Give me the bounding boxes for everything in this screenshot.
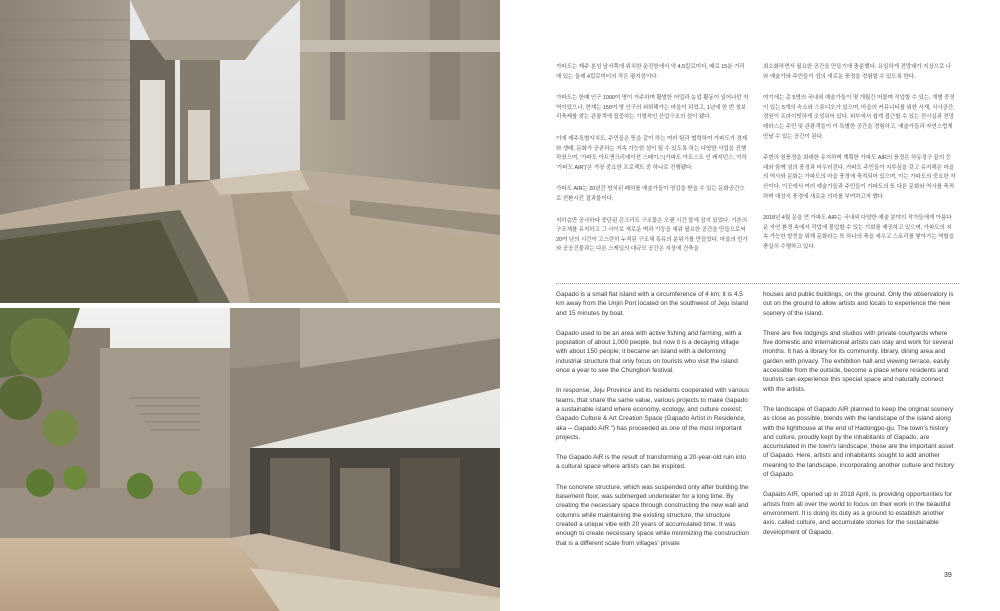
korean-paragraph: 2018년 4월 문을 연 가파도 AIR는 국내외 다양한 예술 분야의 작가들에게 아름다운 자연 환경 속에서 작업에 몰입할 수 있는 기회를 제공하고 있으며, 가파도의 지속 가능한 발전을 위해 문화라는 또 하나의 축을 세우고 스토리를 쌓아가는 역할을 충실히 수행하고 있다. <box>763 215 955 250</box>
korean-text-right-column <box>763 63 956 265</box>
korean-paragraph: 지하층만 공사하다 중단된 콘크리트 구조물은 오랜 시간 물에 잠겨 있었다. 기존의 구조체를 유지하고 그 사이로 새로운 벽과 기둥을 세워 필요한 공간을 만들으로써 20여 년의 시간이 고스란히 누적된 구조체 특유의 분위기를 만들었다. 마을의 민가와 공공건물과는 다른 스케일의 대규모 공간은 지상에 건축을 <box>556 217 748 253</box>
english-paragraph: In response, Jeju Province and its residents cooperated with various teams, that share the same value, various projects to make Gapado a sustainable island where economy, ecology, and culture coexist; Gapado Culture & Art Creation Space (Gapado Artist in Residence, aka ˵˵ Gapado AIR ˮ) has proceeded as one of the most important projects. <box>556 387 749 441</box>
english-paragraph: Gapado AIR, opened up in 2018 April, is providing opportunities for artists from all over the world to focus on their work in the beautiful environment. It is doing its duty as a ground to establish another axis, called culture, and accumulate stories for the sustainable development of Gapado. <box>763 491 953 536</box>
korean-paragraph: 여기에는 총 5명의 국내외 예술가들이 몇 개월간 머물며 작업할 수 있는, 개별 중정이 있는 5개의 숙소와 스튜디오가 있으며, 마을의 커뮤니티를 위한 서재, 식사공간, 정원이 프라이빗하게 조성되어 있다. 외부에서 쉽게 접근할 수 있는 전시실과 전망 테라스는 주민 및 관광객들이 이 특별한 공간을 경험하고, 예술가들과 자연스럽게 만날 수 있는 공간이 된다. <box>763 95 955 140</box>
courtyard-photo-bottom <box>0 308 500 611</box>
english-paragraph: The concrete structure, which was suspended only after building the basement floor, was submerged underwater for a long time. By creating the necessary space through constructing the new wall and columns while maintaining the existing structure, the structure created a unique vibe with 20 years of accumulated time. It was enough to create necessary space while minimizing the construction that is a different scale from villages' private <box>556 483 749 547</box>
korean-paragraph: 이에 제주특별자치도, 주민들은 뜻을 같이 하는 여러 팀과 협력하여 가파도가 경제와 생태, 문화가 공존하는 지속 가능한 섬이 될 수 있도록 하는 다양한 사업을 진행하였으며, '가파도 아트앤크리에이션 스페이스(가파도 아트스트 인 레지던스, 이하 '가파도 AIR')'은 가장 중요한 프로젝트 중 하나로 진행됐다. <box>556 135 748 171</box>
korean-paragraph: 가파도는 제주 본섬 남서쪽에 위치한 운진항에서 약 4.5킬로미터, 배로 15분 거리에 있는 둘레 4킬로미터의 작은 평지섬이다. <box>556 64 745 80</box>
english-paragraph: Gapado used to be an area with active fishing and farming, with a population of about 1,000 people, but now it is a decaying village with about 150 people; it became an island with a deforming industrial structure that only focus on tourists who visit the island once a year to see the Chungbori festival. <box>556 329 742 375</box>
english-text-left-column <box>556 290 749 559</box>
page-number: 39 <box>944 572 952 579</box>
english-paragraph: houses and public buildings, on the ground. Only the observatory is out on the ground to allow artists and locals to experience the new scenery of the island. <box>763 291 954 317</box>
english-paragraph: There are five lodgings and studios with private courtyards where five domestic and international artists can stay and work for several months. It has a library for its community, library, dining area and garden with privacy. The exhibition hall and viewing terrace, easily accessible from the outside, become a place where residents and tourists can experience this special space and naturally connect with the artists. <box>763 329 954 393</box>
korean-paragraph: 가파도 AIR는 20년간 방치된 폐허를 예술가들이 영감을 받을 수 있는 문화공간으로 전환시킨 결과물이다. <box>556 186 745 202</box>
korean-paragraph: 최소화하면서 필요한 공간을 만들기에 충분했다. 유일하게 전망대가 지상으로 나와 예술가와 주민들이 섬의 새로운 풍경을 경험할 수 있도록 한다. <box>763 64 952 80</box>
korean-paragraph: 주변의 원풍경을 최대한 유지하며 계획한 가파도 AIR의 풍경은 하동정구 끝의 등대와 함께 섬의 풍경과 어우러진다. 가파도 주민들이 지루심을 갖고 유지해온 마을의 역사와 문화는 가파도의 마을 풍경에 축적되어 있으며, 이는 가파도의 중요한 자산이다. 이곳에서 여러 예술가들과 주민들이 가파도의 또 다른 문화와 역사를 축적하며 대상지 풍경에 새로운 의미를 부여하고자 했다. <box>763 155 956 200</box>
courtyard-photo-top <box>0 0 500 303</box>
english-paragraph: The Gapado AiR is the result of transforming a 20-year-old ruin into a cultural space where artists can be inspired. <box>556 454 747 471</box>
korean-text-left-column <box>556 63 749 267</box>
english-paragraph: Gapado is a small flat island with a circumference of 4 km; it is 4.5 km away from the Unjin Port located on the southwest of Jeju Island and 15 minutes by boat. <box>556 291 749 317</box>
korean-paragraph: 가파도는 한때 인구 1000여 명이 거주하며 활발한 어업과 농업 활동이 일어나던 지역이었으나, 현재는 150여 명 인구의 쇠퇴해가는 마을이 되었고, 1년에 한 번 청보리축제를 찾는 관광객에 집중하는 기형적인 산업구조의 섬이 됐다. <box>556 95 749 121</box>
english-paragraph: The landscape of Gapado AIR planned to keep the original scenery as close as possible, blends with the landscape of the island along with the lighthouse at the end of Hadongpo-gu. The town's history and culture, proudly kept by the inhabitants of Gapado, are accumulated in the town's landscape; these are the important asset of Gapado. Here, artists and inhabitants sought to add another meaning to the landscape, incorporating another culture and history of Gapado. <box>763 405 955 479</box>
language-divider <box>556 283 959 284</box>
english-text-right-column <box>763 290 956 548</box>
